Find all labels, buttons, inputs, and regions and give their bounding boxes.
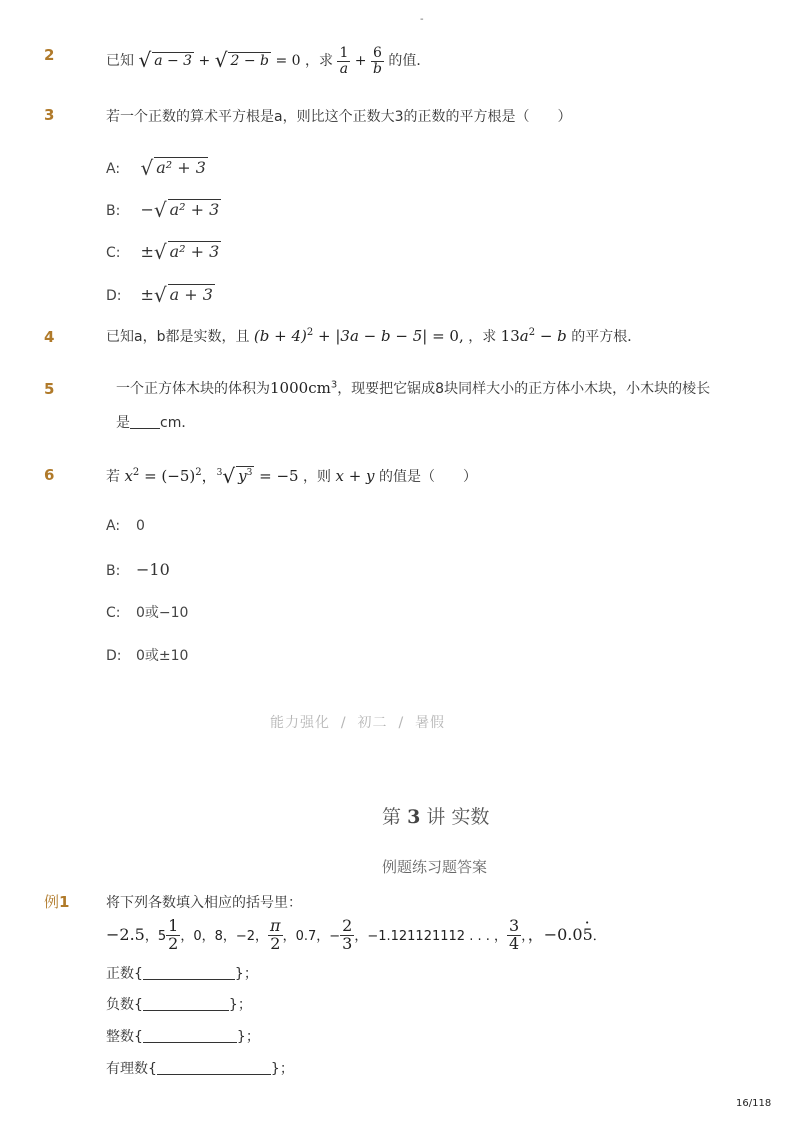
section-subtitle: 例题练习题答案 (382, 858, 488, 876)
answer-line-positive: 正数{ }； (106, 966, 258, 982)
answer-blank[interactable] (130, 418, 160, 429)
question-number: 2 (44, 46, 55, 64)
q2-mid: ，求 (304, 53, 333, 70)
question-5-line-1: 一个正方体木块的体积为$1000cm^3$，现要把它锯成8块同样大小的正方体小木块，小木块的棱长 (116, 379, 711, 397)
q6-option-b[interactable]: B: −10 (106, 560, 170, 579)
q3-option-d[interactable]: D: ±√ a + 3 (106, 283, 213, 307)
question-5-line-2: 是 cm． (116, 415, 196, 431)
q3-option-a[interactable]: A: √ a² + 3 (106, 156, 206, 180)
answer-line-rational: 有理数{ }； (106, 1061, 294, 1077)
q3-option-c[interactable]: C: ±√ a² + 3 (106, 240, 220, 264)
question-number: 6 (44, 466, 55, 484)
page-number: 16/118 (736, 1098, 772, 1109)
q6-option-c[interactable]: C: 0或−10 (106, 605, 189, 621)
q2-expression: $\frac{1}{a}$ + $\frac{6}{b}$ (339, 45, 382, 77)
question-6: 若 $x^2 = (-5)^2$，$^3$√ $y^3 = -5$ ，则 x + y 的值是（ ） (106, 464, 477, 488)
q2-prefix: 已知 (106, 53, 134, 70)
section-title: 第 3 讲 实数 (382, 806, 490, 828)
question-3-text: 若一个正数的算术平方根是a，则比这个正数大3的正数的平方根是（ ） (106, 109, 572, 125)
q2-suffix: 的值． (388, 53, 431, 70)
q3-option-b[interactable]: B: −√ a² + 3 (106, 198, 220, 222)
question-2 (106, 46, 430, 76)
example-label: 例1 (44, 893, 70, 911)
question-number: 3 (44, 106, 55, 124)
question-number: 4 (44, 328, 55, 346)
question-4: 已知a，b都是实数，且 $(b + 4)^2 + |3a - b - 5| = 0$, ，求 $13a^2 - b$ 的平方根． (106, 327, 642, 345)
q2-equation: √ a − 3 + √ 2 − b = 0 (138, 48, 301, 73)
q6-option-a[interactable]: A: 0 (106, 518, 145, 534)
answer-blank[interactable] (157, 1064, 271, 1075)
answer-line-negative: 负数{ }； (106, 997, 252, 1013)
answer-line-integer: 整数{ }； (106, 1029, 260, 1045)
q6-option-d[interactable]: D: 0或±10 (106, 648, 189, 664)
example-1-numbers: −2.5，5 $\frac{1}{2}$ ，0，8，−2， $\frac{\pi}{2}$ ，0.7，− $\frac{2}{3}$ ，−1.121121112 . . . ， $\frac{3}{4}$ ，，−0.0· 5． (106, 918, 606, 953)
top-mark: - (420, 14, 424, 25)
answer-blank[interactable] (143, 969, 235, 980)
answer-blank[interactable] (143, 1032, 237, 1043)
answer-blank[interactable] (143, 1000, 229, 1011)
footer-breadcrumb: 能力强化 / 初二 / 暑假 (270, 715, 446, 731)
example-1-text: 将下列各数填入相应的括号里： (106, 895, 302, 911)
question-number: 5 (44, 380, 55, 398)
